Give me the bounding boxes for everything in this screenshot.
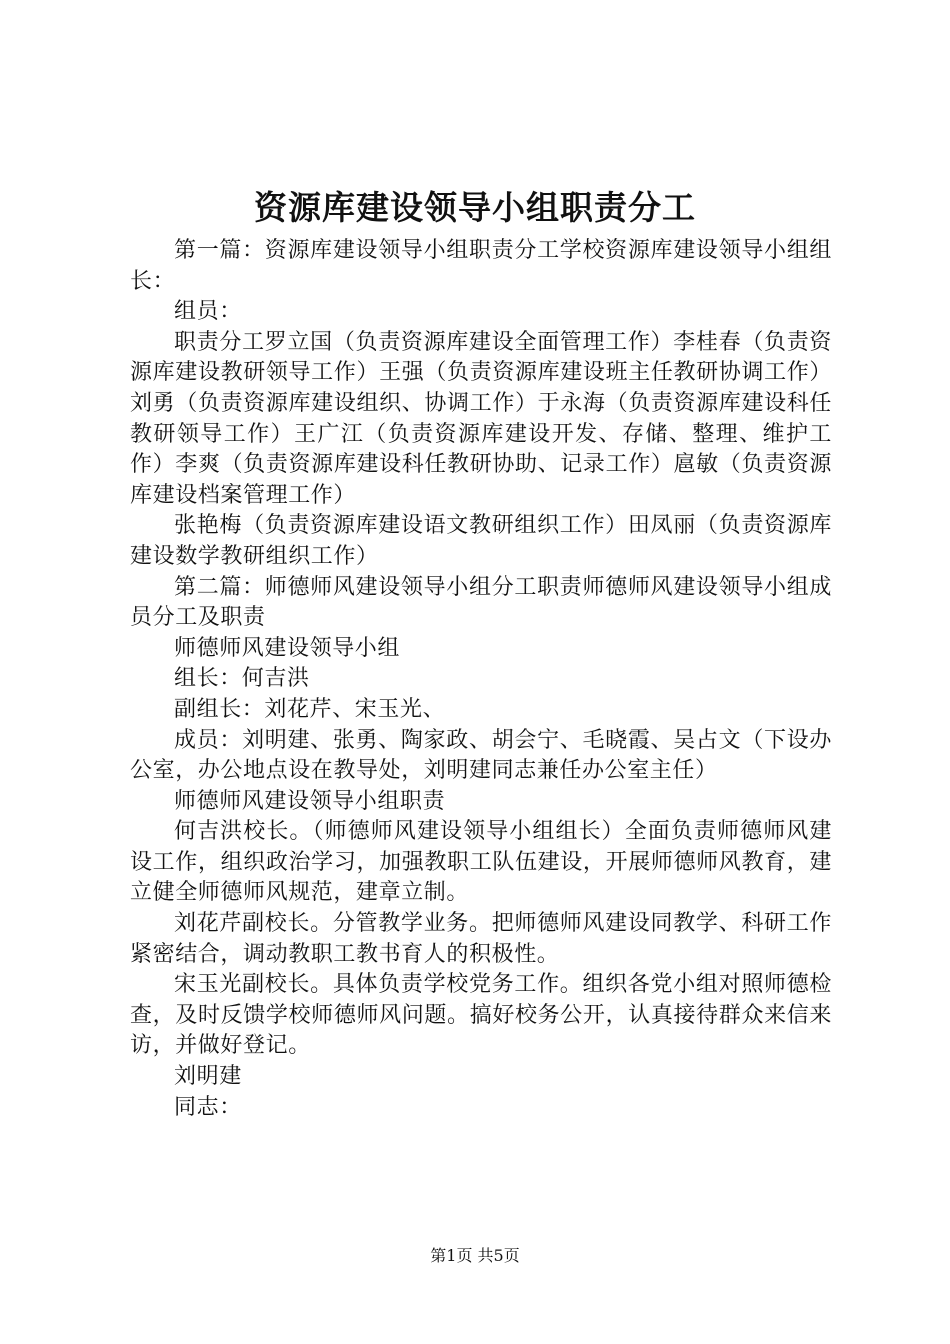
document-body: [130, 236, 832, 1123]
paragraph: 师德师风建设领导小组: [174, 635, 401, 661]
paragraph: 第一篇：资源库建设领导小组职责分工学校资源库建设领导小组组长：: [130, 238, 832, 294]
page-footer: [0, 1246, 950, 1266]
paragraph: 刘明建: [174, 1064, 242, 1090]
paragraph: 师德师风建设领导小组职责: [174, 788, 446, 814]
paragraph: 张艳梅（负责资源库建设语文教研组织工作）田凤丽（负责资源库建设数学教研组织工作）: [130, 513, 832, 569]
paragraph: 刘花芹副校长。分管教学业务。把师德师风建设同教学、科研工作紧密结合，调动教职工教书育人的积极性。: [130, 911, 832, 967]
paragraph: 成员：刘明建、张勇、陶家政、胡会宁、毛晓霞、吴占文（下设办公室，办公地点设在教导处，刘明建同志兼任办公室主任）: [130, 727, 832, 784]
paragraph: 副组长：刘花芹、宋玉光、: [174, 696, 446, 722]
paragraph: 组长：何吉洪: [174, 666, 310, 692]
paragraph: 何吉洪校长。（师德师风建设领导小组组长）全面负责师德师风建设工作，组织政治学习，加强教职工队伍建设，开展师德师风教育，建立健全师德师风规范，建章立制。: [130, 819, 832, 906]
paragraph: 组员：: [174, 299, 242, 325]
paragraph: 第二篇：师德师风建设领导小组分工职责师德师风建设领导小组成员分工及职责: [130, 574, 832, 631]
paragraph: 职责分工罗立国（负责资源库建设全面管理工作）李桂春（负责资源库建设教研领导工作）王强（负责资源库建设班主任教研协调工作）刘勇（负责资源库建设组织、协调工作）于永海（负责资源库建设科任教研领导工作）王广江（负责资源库建设开发、存储、整理、维护工作）李爽（负责资源库建设科任教研协助、记录工作）扈敏（负责资源库建设档案管理工作）: [130, 329, 832, 508]
paragraph: 宋玉光副校长。具体负责学校党务工作。组织各党小组对照师德检查，及时反馈学校师德师风问题。搞好校务公开，认真接待群众来信来访，并做好登记。: [130, 972, 832, 1059]
page-number: 第1页: [430, 1246, 473, 1265]
paragraph: 同志：: [174, 1094, 242, 1120]
page-total: 共5页: [477, 1246, 520, 1265]
document-title: 资源库建设领导小组职责分工: [254, 188, 696, 227]
